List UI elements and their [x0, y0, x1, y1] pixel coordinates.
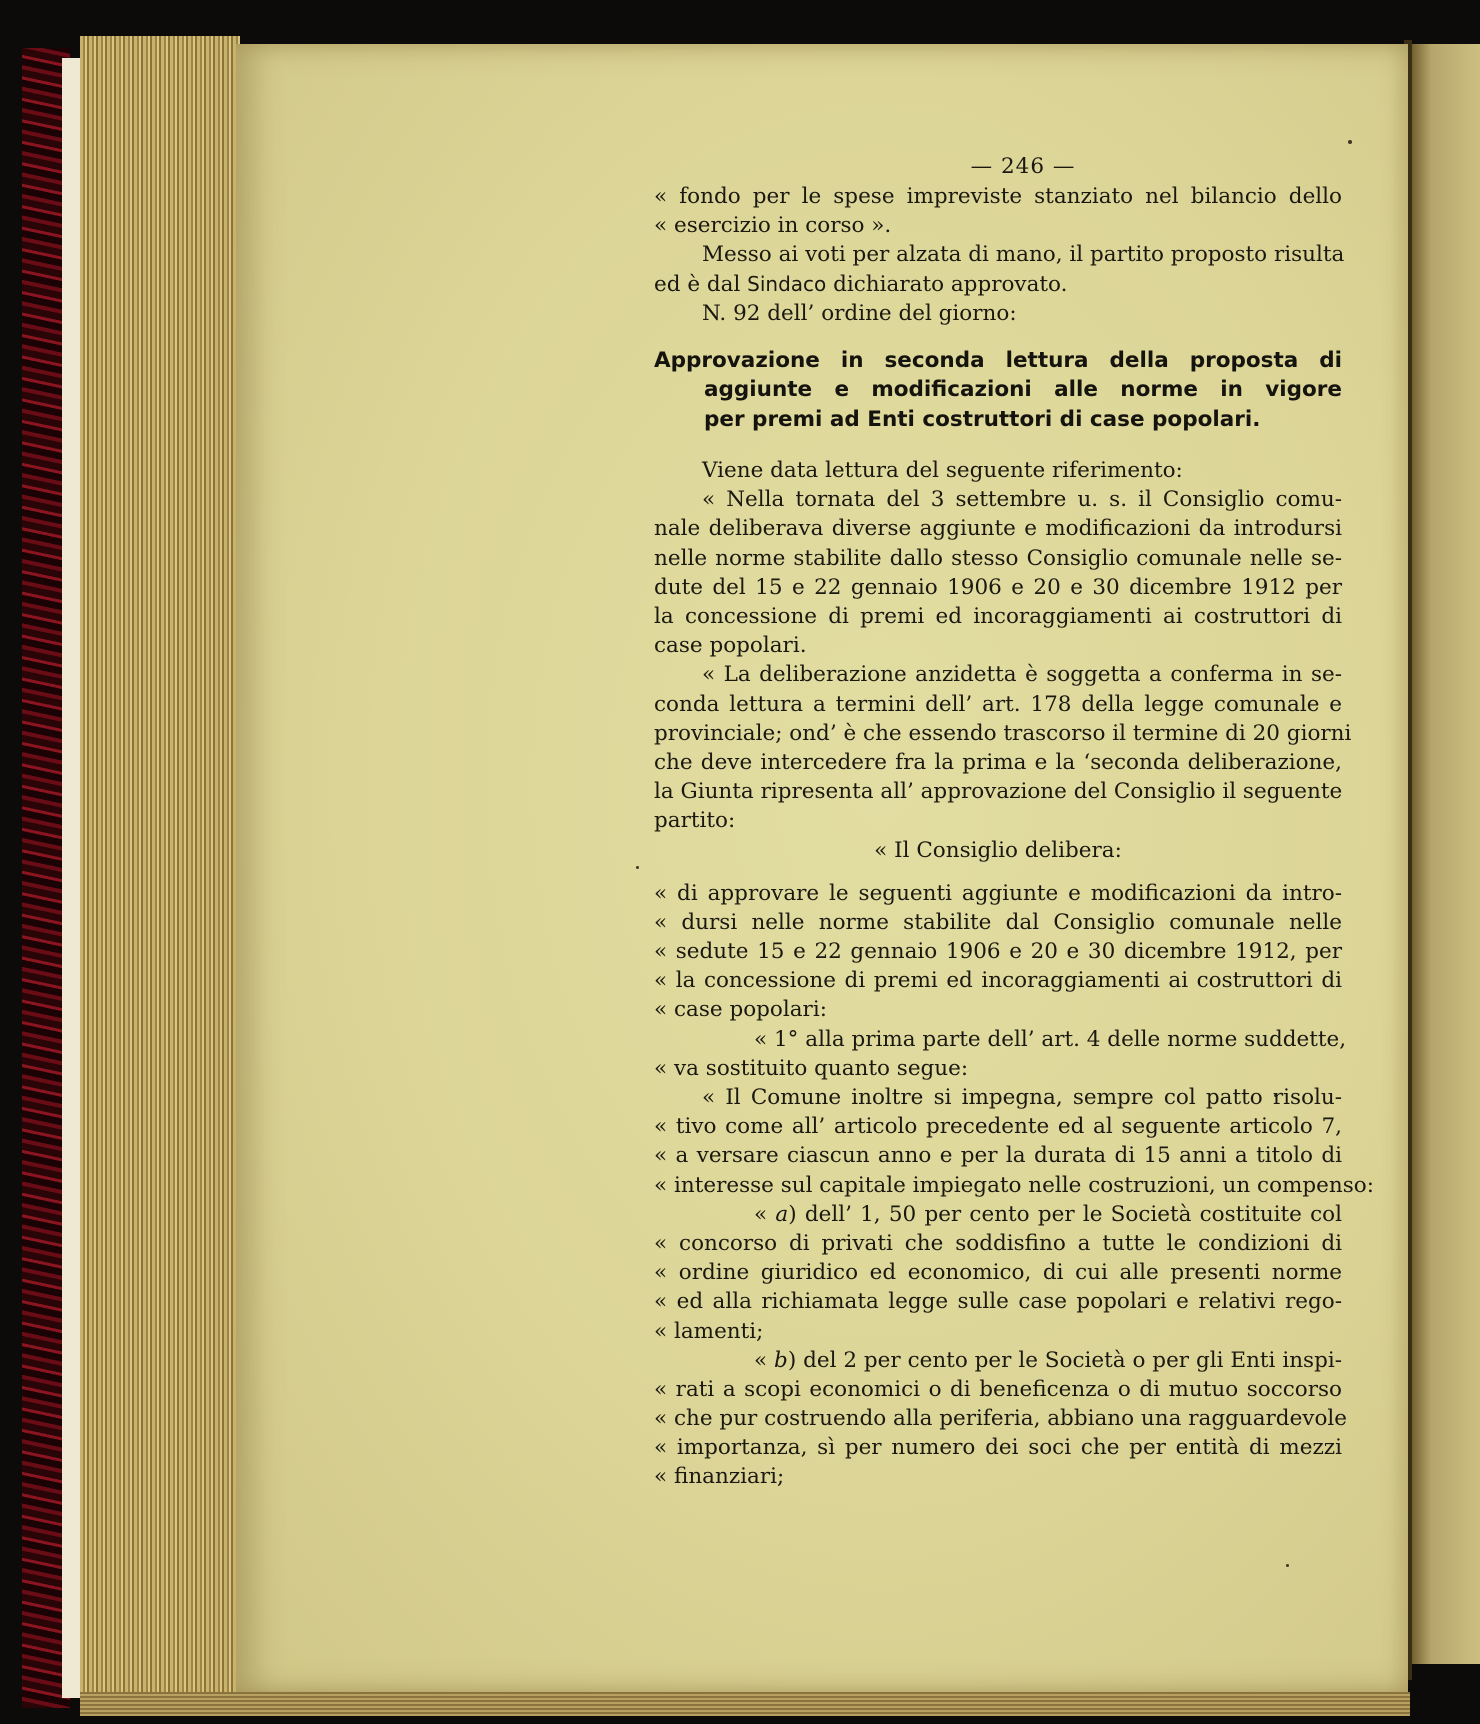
resolution-line: « dursi nelle norme stabilite dal Consiglio comunale nelle: [654, 909, 1342, 935]
item-b-quote: «: [754, 1347, 775, 1373]
vote-line: Messo ai voti per alzata di mano, il partito proposto risulta: [702, 242, 1345, 268]
item-a-lead: [654, 1200, 1342, 1229]
paper-speck: [636, 866, 639, 869]
item-a-text: ) dell’ 1, 50 per cento per le Società costituite col: [788, 1201, 1342, 1227]
item-b-line: « importanza, sì per numero dei soci che per entità di mezzi: [654, 1435, 1342, 1461]
paragraph-line: « Nella tornata del 3 settembre u. s. il Consiglio comu-: [702, 487, 1342, 513]
paper-speck: [1348, 140, 1352, 144]
section-heading: [654, 346, 1342, 434]
commitment-line: « tivo come all’ articolo precedente ed al seguente articolo 7,: [654, 1114, 1342, 1140]
commitment-line: « interesse sul capitale impiegato nelle costruzioni, un compenso:: [654, 1172, 1374, 1198]
item-b-line: « rati a scopi economici o di beneficenza o di mutuo soccorso: [654, 1376, 1342, 1402]
agenda-item: N. 92 dell’ ordine del giorno:: [702, 300, 1017, 326]
vote-line-result: [654, 270, 1342, 299]
point-line: « 1° alla prima parte dell’ art. 4 delle norme suddette,: [754, 1026, 1347, 1052]
resolution-line: « case popolari:: [654, 997, 827, 1023]
paragraph-line: nelle norme stabilite dallo stesso Consiglio comunale nelle se-: [654, 545, 1342, 571]
text-line: « esercizio in corso ».: [654, 213, 892, 239]
paragraph-line: conda lettura a termini dell’ art. 178 della legge comunale e: [654, 691, 1342, 717]
paragraph-line: provinciale; ond’ è che essendo trascorso il termine di 20 giorni: [654, 720, 1352, 746]
paper-speck: [1286, 1564, 1289, 1567]
paragraph-line: nale deliberava diverse aggiunte e modificazioni da introdursi: [654, 516, 1342, 542]
heading-line: Approvazione in seconda lettura della proposta di: [654, 347, 1342, 373]
resolution-line: « di approvare le seguenti aggiunte e modificazioni da intro-: [654, 880, 1342, 906]
item-a-line: « lamenti;: [654, 1318, 764, 1344]
resolution-line: « la concessione di premi ed incoraggiamenti ai costruttori di: [654, 968, 1342, 994]
commitment-line: « Il Comune inoltre si impegna, sempre col patto risolu-: [702, 1085, 1342, 1111]
item-b-lead: [654, 1346, 1342, 1375]
item-b-line: « che pur costruendo alla periferia, abbiano una ragguardevole: [654, 1406, 1347, 1432]
endpaper-edge: [62, 58, 80, 1698]
point-line: « va sostituito quanto segue:: [654, 1055, 969, 1081]
page-number: — 246 —: [970, 154, 1076, 179]
heading-line: per premi ad Enti costruttori di case popolari.: [704, 406, 1261, 432]
reading-intro: Viene data lettura del seguente riferimento:: [702, 458, 1183, 484]
commitment-line: « a versare ciascun anno e per la durata di 15 anni a titolo di: [654, 1143, 1342, 1169]
text-line: « fondo per le spese impreviste stanziato nel bilancio dello: [654, 184, 1342, 209]
paragraph-line: che deve intercedere fra la prima e la ‘seconda deliberazione,: [654, 749, 1342, 775]
resolution-line: « sedute 15 e 22 gennaio 1906 e 20 e 30 dicembre 1912, per: [654, 939, 1342, 965]
heading-line: aggiunte e modificazioni alle norme in vigore: [704, 377, 1342, 403]
item-a-line: « concorso di privati che soddisfino a tutte le condizioni di: [654, 1230, 1342, 1256]
item-b-text: ) del 2 per cento per le Società o per gli Enti inspi-: [787, 1347, 1342, 1373]
resolution-title: « Il Consiglio delibera:: [874, 837, 1122, 863]
paragraph-line: partito:: [654, 808, 736, 834]
paragraph-line: la Giunta ripresenta all’ approvazione del Consiglio il seguente: [654, 779, 1343, 805]
page-text-column: [654, 152, 1374, 1492]
item-a-line: « ed alla richiamata legge sulle case popolari e relativi rego-: [654, 1289, 1342, 1315]
page-stack-bottom: [80, 1692, 1410, 1716]
item-a-line: « ordine giuridico ed economico, di cui alle presenti norme: [654, 1260, 1342, 1286]
paragraph-line: la concessione di premi ed incoraggiamenti ai costruttori di: [654, 604, 1342, 630]
item-b-line: « finanziari;: [654, 1464, 785, 1490]
sindaco-name: Sindaco: [747, 271, 827, 296]
item-a-letter: a: [775, 1201, 789, 1227]
vote-text: ed è dal: [654, 271, 748, 297]
item-b-letter: b: [774, 1347, 788, 1373]
paragraph-line: dute del 15 e 22 gennaio 1906 e 20 e 30 dicembre 1912 per: [654, 574, 1342, 600]
paragraph-line: case popolari.: [654, 633, 807, 659]
item-a-quote: «: [754, 1201, 776, 1227]
paragraph-line: « La deliberazione anzidetta è soggetta a conferma in se-: [702, 662, 1342, 688]
vote-text: dichiarato approvato.: [826, 271, 1068, 297]
page-stack-edge: [80, 36, 240, 1716]
facing-page-edge: [1410, 44, 1480, 1664]
